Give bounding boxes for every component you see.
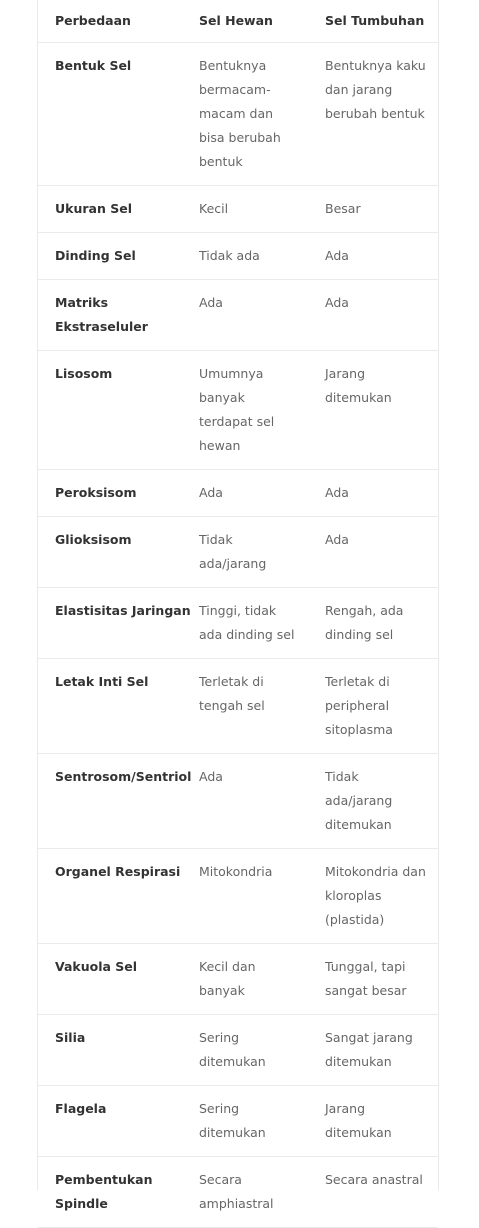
cell-sel-tumbuhan: Jarang ditemukan <box>308 351 438 470</box>
cell-sel-hewan: Secara amphiastral <box>198 1157 308 1228</box>
table-row <box>38 280 438 351</box>
table-row <box>38 186 438 233</box>
cell-sel-tumbuhan: Tidak ada/jarang ditemukan <box>308 754 438 849</box>
cell-sel-hewan: Terletak di tengah sel <box>198 659 308 754</box>
row-label: Dinding Sel <box>38 233 198 280</box>
row-label: Sentrosom/Sentriol <box>38 754 198 849</box>
table-header-row <box>38 0 438 43</box>
cell-sel-hewan: Umumnya banyak terdapat sel hewan <box>198 351 308 470</box>
table-row <box>38 659 438 754</box>
table-row <box>38 233 438 280</box>
cell-sel-tumbuhan: Besar <box>308 186 438 233</box>
cell-sel-hewan: Sering ditemukan <box>198 1015 308 1086</box>
row-label: Bentuk Sel <box>38 43 198 186</box>
cell-sel-tumbuhan: Tunggal, tapi sangat besar <box>308 944 438 1015</box>
cell-sel-hewan: Mitokondria <box>198 849 308 944</box>
cell-sel-tumbuhan: Sangat jarang ditemukan <box>308 1015 438 1086</box>
table-row <box>38 517 438 588</box>
table-row <box>38 1086 438 1157</box>
cell-sel-tumbuhan: Ada <box>308 280 438 351</box>
cell-sel-hewan: Ada <box>198 280 308 351</box>
cell-sel-tumbuhan: Mitokondria dan kloroplas (plastida) <box>308 849 438 944</box>
row-label: Ukuran Sel <box>38 186 198 233</box>
cell-sel-hewan: Ada <box>198 754 308 849</box>
row-label: Peroksisom <box>38 470 198 517</box>
cell-sel-hewan: Tinggi, tidak ada dinding sel <box>198 588 308 659</box>
cell-sel-hewan: Tidak ada/jarang <box>198 517 308 588</box>
header-perbedaan: Perbedaan <box>38 0 198 43</box>
comparison-table-container <box>37 0 439 1211</box>
cell-sel-tumbuhan: Rengah, ada dinding sel <box>308 588 438 659</box>
row-label: Flagela <box>38 1086 198 1157</box>
row-label: Lisosom <box>38 351 198 470</box>
cell-sel-hewan: Kecil <box>198 186 308 233</box>
cell-sel-hewan: Sering ditemukan <box>198 1086 308 1157</box>
row-label: Matriks Ekstraseluler <box>38 280 198 351</box>
header-sel-hewan: Sel Hewan <box>198 0 308 43</box>
cell-sel-tumbuhan: Ada <box>308 470 438 517</box>
cell-sel-hewan: Ada <box>198 470 308 517</box>
cell-sel-tumbuhan: Bentuknya kaku dan jarang berubah bentuk <box>308 43 438 186</box>
header-sel-tumbuhan: Sel Tumbuhan <box>308 0 438 43</box>
comparison-table <box>38 0 438 1228</box>
row-label: Letak Inti Sel <box>38 659 198 754</box>
row-label: Glioksisom <box>38 517 198 588</box>
row-label: Pembentukan Spindle <box>38 1157 198 1228</box>
table-row <box>38 470 438 517</box>
row-label: Organel Respirasi <box>38 849 198 944</box>
cell-sel-tumbuhan: Ada <box>308 517 438 588</box>
table-row <box>38 351 438 470</box>
row-label: Vakuola Sel <box>38 944 198 1015</box>
table-row <box>38 754 438 849</box>
cell-sel-tumbuhan: Jarang ditemukan <box>308 1086 438 1157</box>
row-label: Elastisitas Jaringan <box>38 588 198 659</box>
table-row <box>38 588 438 659</box>
table-row <box>38 1157 438 1228</box>
cell-sel-hewan: Kecil dan banyak <box>198 944 308 1015</box>
cell-sel-tumbuhan: Terletak di peripheral sitoplasma <box>308 659 438 754</box>
cell-sel-tumbuhan: Ada <box>308 233 438 280</box>
table-row <box>38 43 438 186</box>
table-row <box>38 849 438 944</box>
table-row <box>38 944 438 1015</box>
cell-sel-hewan: Tidak ada <box>198 233 308 280</box>
cell-sel-tumbuhan: Secara anastral <box>308 1157 438 1228</box>
row-label: Silia <box>38 1015 198 1086</box>
table-row <box>38 1015 438 1086</box>
cell-sel-hewan: Bentuknya bermacam-macam dan bisa berubah bentuk <box>198 43 308 186</box>
